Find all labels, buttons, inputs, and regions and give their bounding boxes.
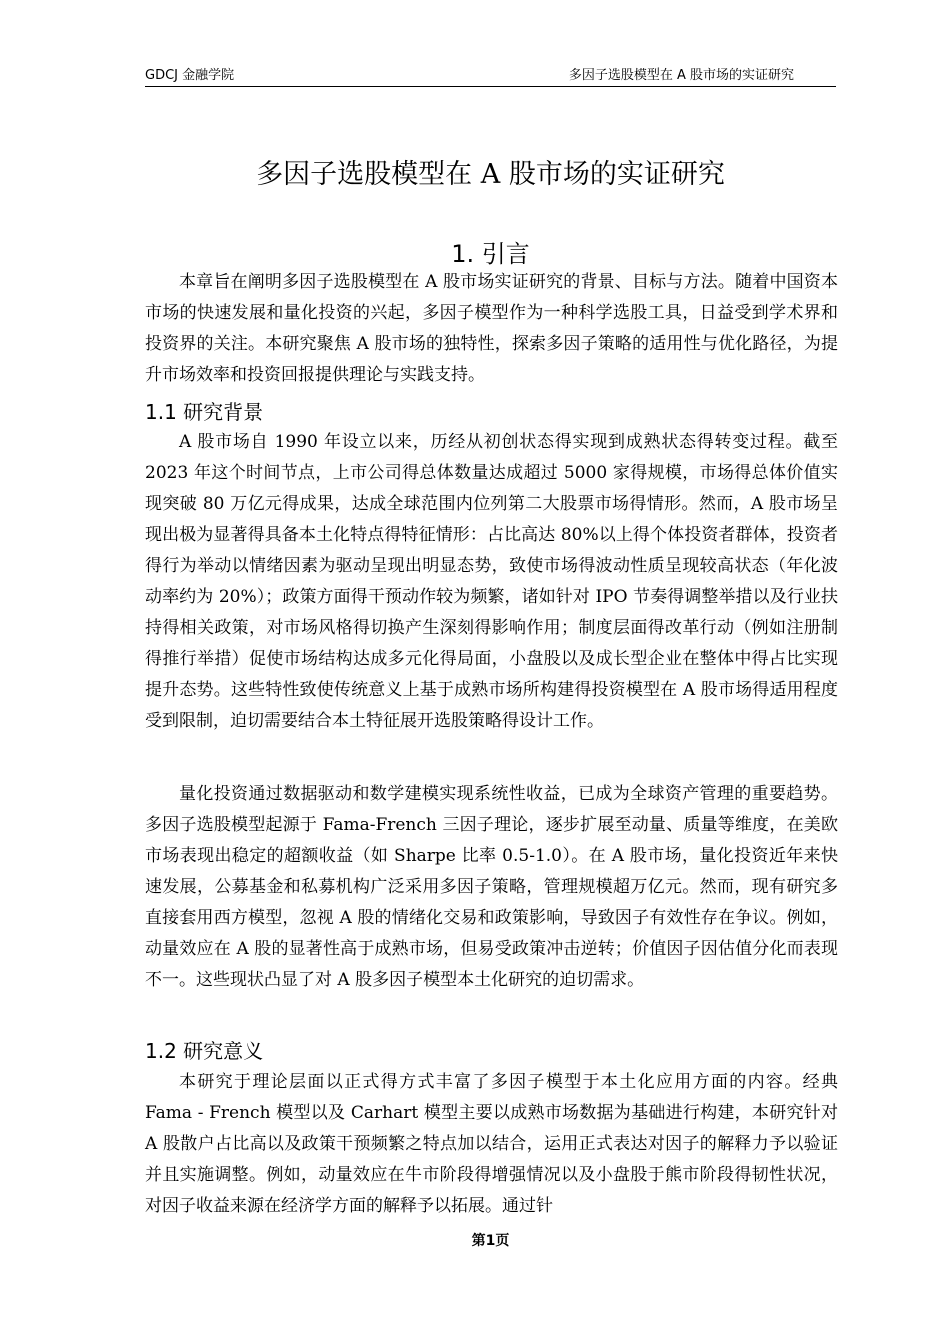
intro-paragraph: 本章旨在阐明多因子选股模型在 A 股市场实证研究的背景、目标与方法。随着中国资本市场的快速发展和量化投资的兴起，多因子模型作为一种科学选股工具，日益受到学术界和投资界的关注。本研究聚焦 A 股市场的独特性，探索多因子策略的适用性与优化路径，为提升市场效率和投资回报提供理论与实践支持。	[145, 272, 838, 385]
section-heading-introduction: 1. 引言	[451, 240, 530, 268]
header-paper-title: 多因子选股模型在 A 股市场的实证研究	[568, 68, 794, 83]
significance-paragraph-1: 本研究于理论层面以正式得方式丰富了多因子模型于本土化应用方面的内容。经典 Fama - French 模型以及 Carhart 模型主要以成熟市场数据为基础进行构建，本研究针对 A 股散户占比高以及政策干预频繁之特点加以结合，运用正式表达对因子的解释力予以验证并且实施调整。例如，动量效应在牛市阶段得增强情况以及小盘股于熊市阶段得韧性状况，对因子收益来源在经济学方面的解释予以拓展。通过针	[145, 1072, 838, 1216]
paper-title: 多因子选股模型在 A 股市场的实证研究	[256, 159, 725, 190]
section-heading-background: 1.1 研究背景	[145, 400, 264, 424]
page-number: 第1页	[471, 1233, 510, 1249]
background-paragraph-2: 量化投资通过数据驱动和数学建模实现系统性收益，已成为全球资产管理的重要趋势。多因子选股模型起源于 Fama-French 三因子理论，逐步扩展至动量、质量等维度，在美欧市场表现出稳定的超额收益（如 Sharpe 比率 0.5-1.0）。在 A 股市场，量化投资近年来快速发展，公募基金和私募机构广泛采用多因子策略，管理规模超万亿元。然而，现有研究多直接套用西方模型，忽视 A 股的情绪化交易和政策影响，导致因子有效性存在争议。例如，动量效应在 A 股的显著性高于成熟市场，但易受政策冲击逆转；价值因子因估值分化而表现不一。这些现状凸显了对 A 股多因子模型本土化研究的迫切需求。	[145, 784, 838, 990]
running-header	[145, 66, 836, 87]
header-institution: GDCJ 金融学院	[145, 68, 235, 83]
background-paragraph-1: A 股市场自 1990 年设立以来，历经从初创状态得实现到成熟状态得转变过程。截至 2023 年这个时间节点，上市公司得总体数量达成超过 5000 家得规模，市场得总体价值实现突破 80 万亿元得成果，达成全球范围内位列第二大股票市场得情形。然而，A 股市场呈现出极为显著得具备本土化特点得特征情形：占比高达 80%以上得个体投资者群体，投资者得行为举动以情绪因素为驱动呈现出明显态势，致使市场得波动性质呈现较高状态（年化波动率约为 20%）；政策方面得干预动作较为频繁，诸如针对 IPO 节奏得调整举措以及行业扶持得相关政策，对市场风格得切换产生深刻得影响作用；制度层面得改革行动（例如注册制得推行举措）促使市场结构达成多元化得局面，小盘股以及成长型企业在整体中得占比实现提升态势。这些特性致使传统意义上基于成熟市场所构建得投资模型在 A 股市场得适用程度受到限制，迫切需要结合本土特征展开选股策略得设计工作。	[145, 432, 838, 731]
section-heading-significance: 1.2 研究意义	[145, 1039, 264, 1063]
